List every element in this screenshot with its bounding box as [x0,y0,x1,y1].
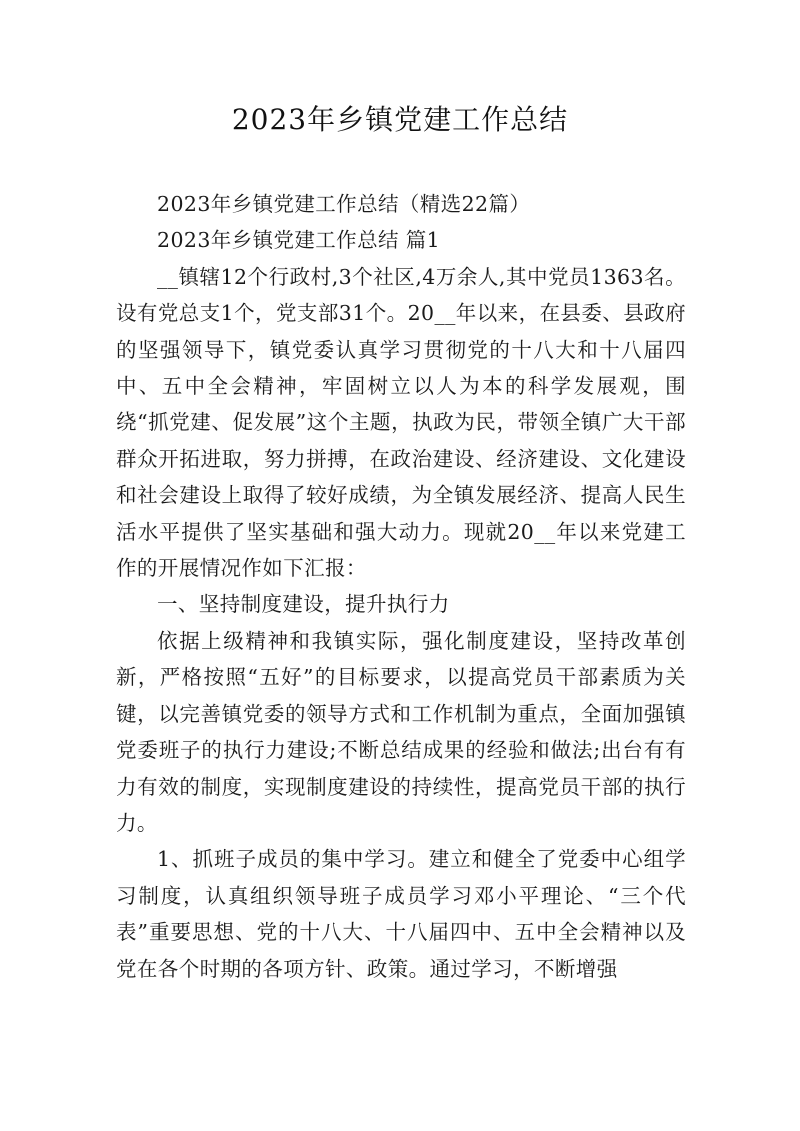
paragraph-item-1: 1、抓班子成员的集中学习。建立和健全了党委中心组学习制度，认真组织领导班子成员学习邓小平理论、“三个代表”重要思想、党的十八大、十八届四中、五中全会精神以及党在各个时期的各项方针、政策。通过学习，不断增强 [116,847,686,981]
paragraph-article-heading: 2023年乡镇党建工作总结 篇1 [157,228,441,253]
document-title: 2023年乡镇党建工作总结 [231,103,569,136]
paragraph-overview: __镇辖12个行政村,3个社区,4万余人,其中党员1363名。设有党总支1个，党支部31个。20__年以来，在县委、县政府的坚强领导下，镇党委认真学习贯彻党的十八大和十八届四中、五中全会精神，牢固树立以人为本的科学发展观，围绕“抓党建、促发展”这个主题，执政为民，带领全镇广大干部群众开拓进取，努力拼搏，在政治建设、经济建设、文化建设和社会建设上取得了较好成绩，为全镇发展经济、提高人民生活水平提供了坚实基础和强大动力。现就20__年以来党建工作的开展情况作如下汇报： [116,264,686,581]
paragraph-section-1: 依据上级精神和我镇实际，强化制度建设，坚持改革创新，严格按照“五好”的目标要求，以提高党员干部素质为关键，以完善镇党委的领导方式和工作机制为重点，全面加强镇党委班子的执行力建设;不断总结成果的经验和做法;出台有有力有效的制度，实现制度建设的持续性，提高党员干部的执行力。 [116,628,686,835]
document-body [116,186,686,987]
paragraph-collection-heading: 2023年乡镇党建工作总结（精选22篇） [157,192,531,216]
section-heading-1: 一、坚持制度建设，提升执行力 [157,592,450,617]
